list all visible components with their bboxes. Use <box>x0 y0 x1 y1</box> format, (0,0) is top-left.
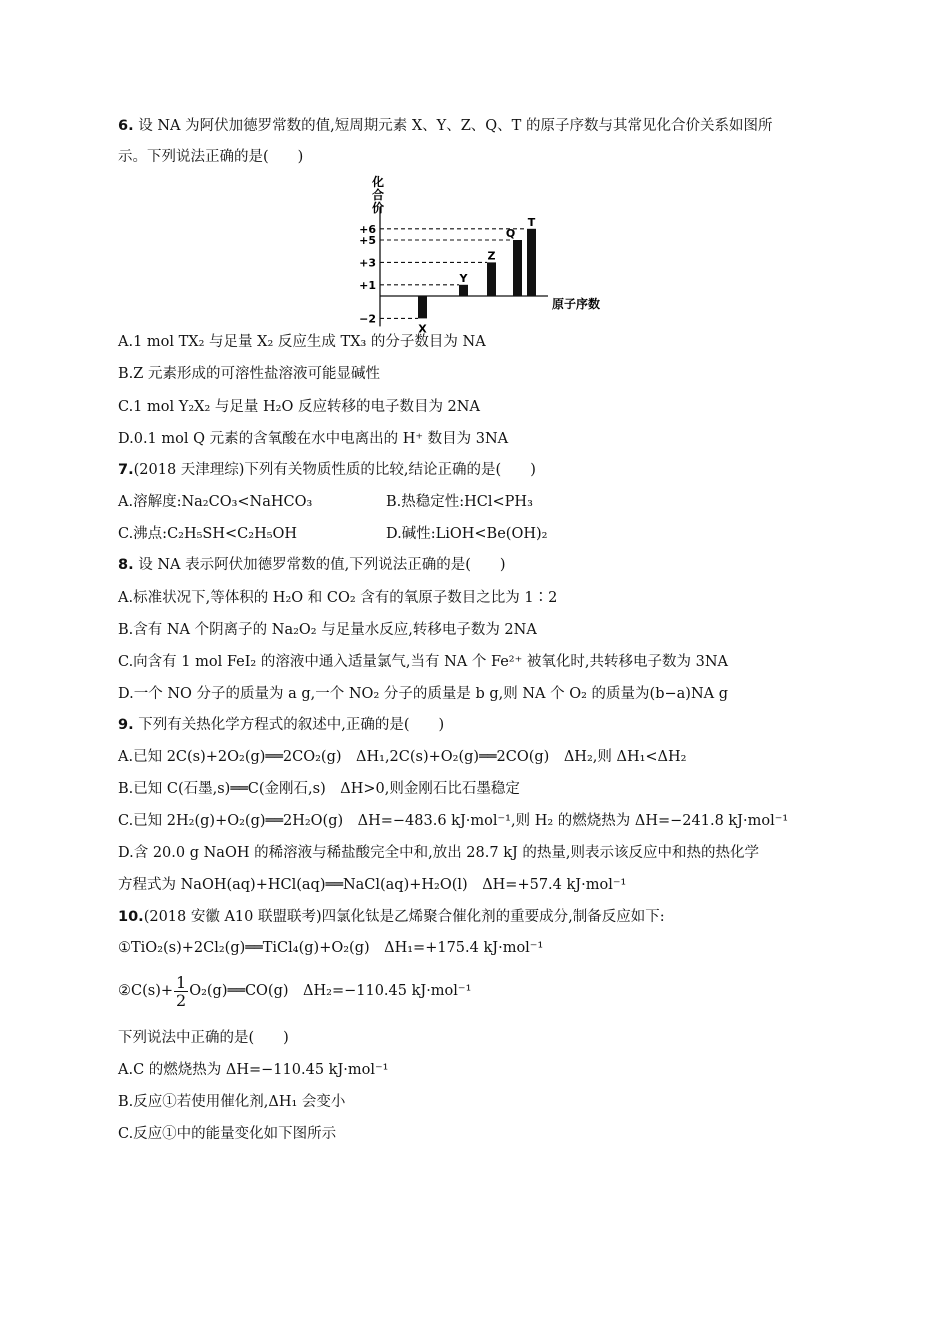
q6-option-d: D.0.1 mol Q 元素的含氧酸在水中电离出的 H⁺ 数目为 3NA <box>118 431 509 447</box>
q7-option-b: B.热稳定性:HCl<PH₃ <box>386 494 533 510</box>
bar-q <box>513 240 522 296</box>
q6-option-a: A.1 mol TX₂ 与足量 X₂ 反应生成 TX₃ 的分子数目为 NA <box>118 334 486 350</box>
q8-option-c: C.向含有 1 mol FeI₂ 的溶液中通入适量氯气,当有 NA 个 Fe²⁺ 被氧化时,共转移电子数为 3NA <box>118 654 728 670</box>
q7-option-a: A.溶解度:Na₂CO₃<NaHCO₃ <box>118 494 313 510</box>
q8-stem <box>118 555 506 575</box>
q10-eq2-pre: ②C(s)+ <box>118 983 173 999</box>
bar-z <box>487 262 496 296</box>
q10-stem <box>118 907 665 927</box>
y-axis-label-char: 化 <box>371 175 385 189</box>
q8-option-d: D.一个 NO 分子的质量为 a g,一个 NO₂ 分子的质量是 b g,则 NA 个 O₂ 的质量为(b−a)NA g <box>118 686 728 702</box>
bar-x <box>418 296 427 318</box>
q10-number: 10. <box>118 909 144 925</box>
q10-option-b: B.反应①若使用催化剂,ΔH₁ 会变小 <box>118 1094 346 1110</box>
q10-stem-text: (2018 安徽 A10 联盟联考)四氯化钛是乙烯聚合催化剂的重要成分,制备反应如下: <box>143 909 665 925</box>
q6-option-b: B.Z 元素形成的可溶性盐溶液可能显碱性 <box>118 366 380 382</box>
q7-number: 7. <box>118 462 134 478</box>
y-tick-label: +3 <box>359 256 376 270</box>
q8-option-b: B.含有 NA 个阴离子的 Na₂O₂ 与足量水反应,转移电子数为 2NA <box>118 622 537 638</box>
q10-option-c: C.反应①中的能量变化如下图所示 <box>118 1126 337 1142</box>
q6-stem-line2: 示。下列说法正确的是( ) <box>118 149 304 165</box>
q7-option-c: C.沸点:C₂H₅SH<C₂H₅OH <box>118 526 298 542</box>
q9-option-b: B.已知 C(石墨,s)══C(金刚石,s) ΔH>0,则金刚石比石墨稳定 <box>118 781 520 797</box>
y-tick-label: −2 <box>359 312 376 326</box>
q10-equation-1: ①TiO₂(s)+2Cl₂(g)══TiCl₄(g)+O₂(g) ΔH₁=+175.4 kJ·mol⁻¹ <box>118 940 544 956</box>
fraction-denominator: 2 <box>176 990 187 1010</box>
q9-stem-text: 下列有关热化学方程式的叙述中,正确的是( ) <box>138 717 445 733</box>
y-tick-label: +1 <box>359 278 376 292</box>
half-fraction <box>174 974 188 1009</box>
q8-stem-text: 设 NA 表示阿伏加德罗常数的值,下列说法正确的是( ) <box>138 557 506 573</box>
x-axis-label: 原子序数 <box>552 297 601 311</box>
q9-stem <box>118 715 444 735</box>
q8-number: 8. <box>118 557 134 573</box>
bar-t <box>527 229 536 296</box>
q6-option-c: C.1 mol Y₂X₂ 与足量 H₂O 反应转移的电子数目为 2NA <box>118 399 480 415</box>
q9-option-a: A.已知 2C(s)+2O₂(g)══2CO₂(g) ΔH₁,2C(s)+O₂(g)══2CO(g) ΔH₂,则 ΔH₁<ΔH₂ <box>118 749 687 765</box>
q7-stem <box>118 460 536 480</box>
bar-y <box>459 285 468 296</box>
bar-label: T <box>527 215 536 229</box>
q7-stem-text: (2018 天津理综)下列有关物质性质的比较,结论正确的是( ) <box>133 462 536 478</box>
q9-number: 9. <box>118 717 134 733</box>
y-axis-label-char: 价 <box>371 201 385 215</box>
q10-equation-2 <box>118 972 471 1010</box>
bar-label: Y <box>459 271 468 285</box>
q6-stem-line1: 设 NA 为阿伏加德罗常数的值,短周期元素 X、Y、Z、Q、T 的原子序数与其常见化合价关系如图所 <box>138 118 773 134</box>
bar-label: Q <box>505 227 516 240</box>
bar-label: Z <box>487 249 496 263</box>
valence-chart <box>348 174 608 334</box>
q7-option-d: D.碱性:LiOH<Be(OH)₂ <box>386 526 548 542</box>
y-tick-label: +5 <box>359 234 376 247</box>
bar-label: X <box>418 322 427 334</box>
q9-option-d-cont: 方程式为 NaOH(aq)+HCl(aq)══NaCl(aq)+H₂O(l) ΔH=+57.4 kJ·mol⁻¹ <box>118 877 627 893</box>
q10-eq2-post: O₂(g)══CO(g) ΔH₂=−110.45 kJ·mol⁻¹ <box>189 983 472 999</box>
y-tick-label: +6 <box>359 222 376 236</box>
q8-option-a: A.标准状况下,等体积的 H₂O 和 CO₂ 含有的氧原子数目之比为 1∶2 <box>118 590 558 606</box>
q6-stem <box>118 116 772 136</box>
q10-question: 下列说法中正确的是( ) <box>118 1030 289 1046</box>
q10-option-a: A.C 的燃烧热为 ΔH=−110.45 kJ·mol⁻¹ <box>118 1062 389 1078</box>
q9-option-d: D.含 20.0 g NaOH 的稀溶液与稀盐酸完全中和,放出 28.7 kJ 的热量,则表示该反应中和热的热化学 <box>118 845 760 861</box>
fraction-numerator: 1 <box>176 972 187 992</box>
q6-number: 6. <box>118 118 134 134</box>
y-axis-label-char: 合 <box>371 188 385 202</box>
q9-option-c: C.已知 2H₂(g)+O₂(g)══2H₂O(g) ΔH=−483.6 kJ·mol⁻¹,则 H₂ 的燃烧热为 ΔH=−241.8 kJ·mol⁻¹ <box>118 813 789 829</box>
